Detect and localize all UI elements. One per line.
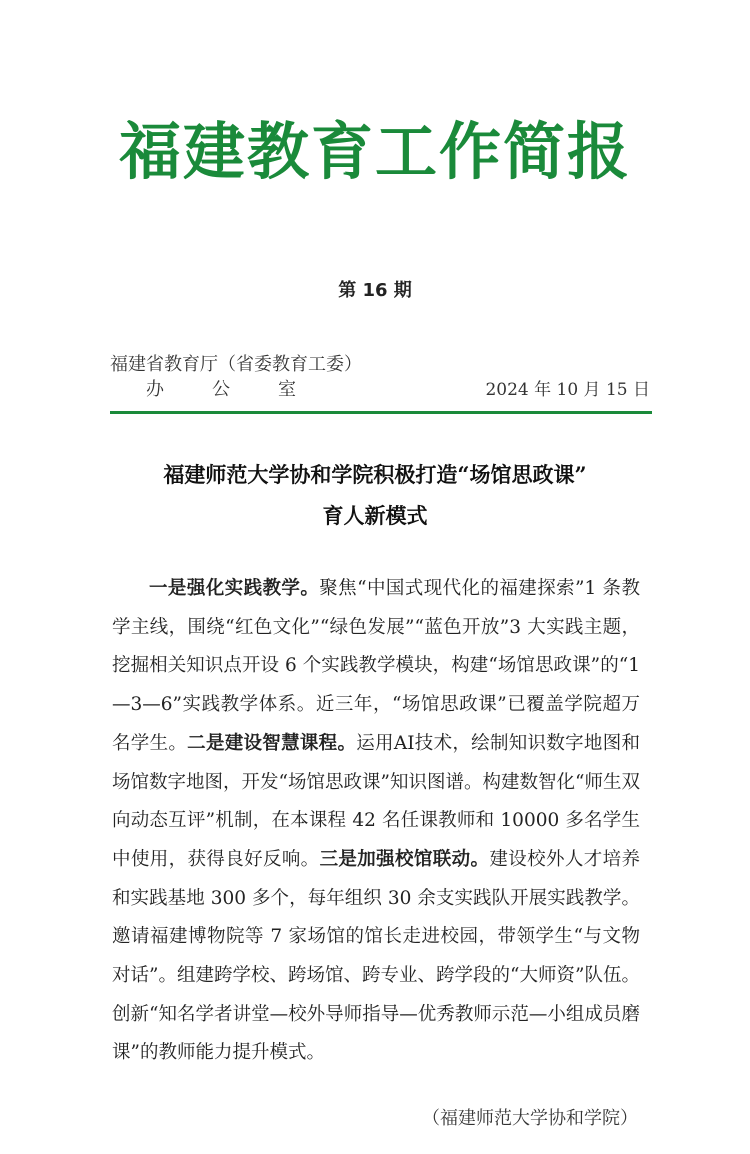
issuer-office: 办公室	[146, 379, 344, 400]
header-divider	[110, 411, 652, 414]
point-1-text: 聚焦“中国式现代化的福建探索”1 条教学主线，围绕“红色文化”“绿色发展”“蓝色开放”3 大实践主题，挖掘相关知识点开设 6 个实践教学模块，构建“场馆思政课”的“1—3—6”实践教学体系。近三年，“场馆思政课”已覆盖学院超万名学生。	[112, 578, 640, 754]
article-title-line1: 福建师范大学协和学院积极打造“场馆思政课”	[163, 462, 587, 487]
issue-date: 2024 年 10 月 15 日	[485, 380, 650, 400]
issue-number: 第 16 期	[338, 280, 412, 301]
point-1-heading: 一是强化实践教学。	[149, 578, 320, 599]
masthead-title: 福建教育工作简报	[118, 115, 631, 188]
point-2-text: 运用AI技术，绘制知识数字地图和场馆数字地图，开发“场馆思政课”知识图谱。构建数智化“师生双向动态互评”机制，在本课程 42 名任课教师和 10000 多名学生中使用，获得良好反响。	[112, 732, 640, 870]
point-3-text: 建设校外人才培养和实践基地 300 多个，每年组织 30 余支实践队开展实践教学。邀请福建博物院等 7 家场馆的馆长走进校园，带领学生“与文物对话”。组建跨学校、跨场馆、跨专业、跨学段的“大师资”队伍。创新“知名学者讲堂—校外导师指导—优秀教师示范—小组成员磨课”的教师能力提升模式。	[112, 848, 640, 1064]
point-2-heading: 二是建设智慧课程。	[187, 732, 357, 754]
point-3-heading: 三是加强校馆联动。	[319, 848, 490, 870]
article-source: （福建师范大学协和学院）	[422, 1108, 638, 1129]
article-title-line2: 育人新模式	[322, 503, 428, 528]
issuer-name: 福建省教育厅（省委教育工委）	[110, 354, 362, 375]
article-body	[112, 570, 640, 1073]
